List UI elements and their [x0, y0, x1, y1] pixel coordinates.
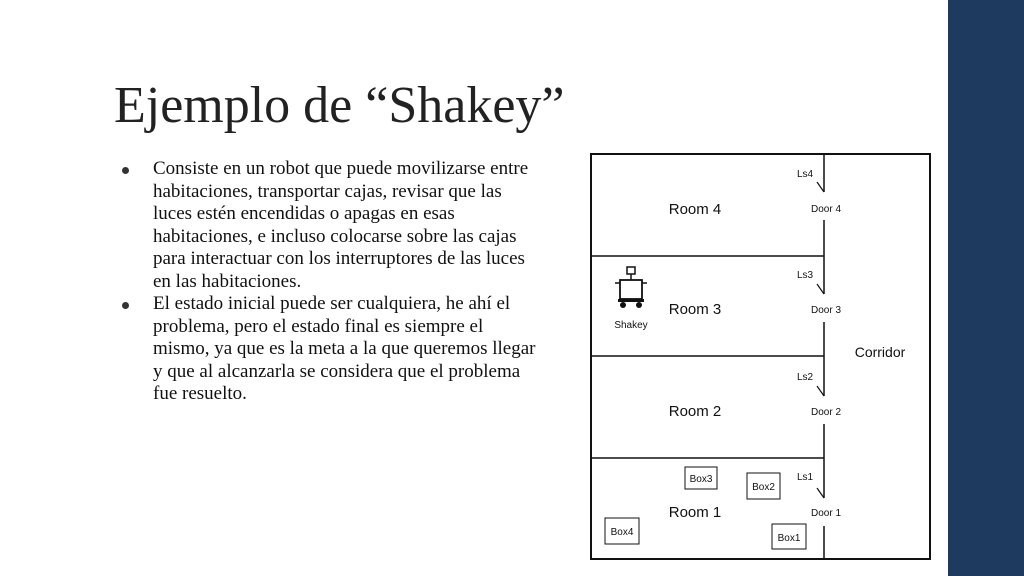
side-accent-bar: [948, 0, 1024, 576]
shakey-world-diagram: [589, 152, 933, 562]
bullet-text: El estado inicial puede ser cualquiera, he ahí el problema, pero el estado final es siempre el mismo, ya que es la meta a la que queremos llegar y que al alcanzarla se considera que el problema fue resuelto.: [153, 293, 536, 404]
box: [605, 518, 639, 544]
box: [747, 473, 780, 499]
door-label: Door 1: [810, 508, 842, 519]
light-switch-label: Ls2: [796, 372, 814, 383]
bullet-dot-icon: [122, 302, 129, 309]
box-label: Box4: [610, 527, 634, 538]
bullet-item: [114, 158, 544, 293]
box: [685, 467, 717, 489]
room-label: Room 3: [668, 301, 722, 318]
light-switch-label: Ls3: [796, 270, 814, 281]
door-label: Door 3: [810, 305, 842, 316]
bullet-text: Consiste en un robot que puede movilizarse entre habitaciones, transportar cajas, revisar que las luces estén encendidas o apagas en esas habitaciones, e incluso colocarse sobre las cajas para interactuar con los interruptores de las luces en las habitaciones.: [153, 158, 529, 292]
bullet-item: [114, 293, 544, 406]
box: [772, 524, 806, 549]
box-label: Box2: [752, 482, 775, 493]
robot-label: Shakey: [614, 320, 648, 331]
room-label: Room 1: [668, 504, 722, 521]
door-label: Door 4: [810, 204, 842, 215]
bullet-dot-icon: [122, 167, 129, 174]
slide-title: Ejemplo de “Shakey”: [114, 77, 565, 134]
corridor-label: Corridor: [854, 344, 906, 360]
door-label: Door 2: [810, 407, 842, 418]
light-switch-label: Ls4: [796, 169, 814, 180]
room-label: Room 2: [668, 403, 722, 420]
light-switch-label: Ls1: [796, 472, 814, 483]
room-label: Room 4: [668, 201, 722, 218]
box-label: Box3: [689, 474, 713, 485]
box-label: Box1: [777, 533, 801, 544]
bullet-list: [114, 158, 544, 406]
